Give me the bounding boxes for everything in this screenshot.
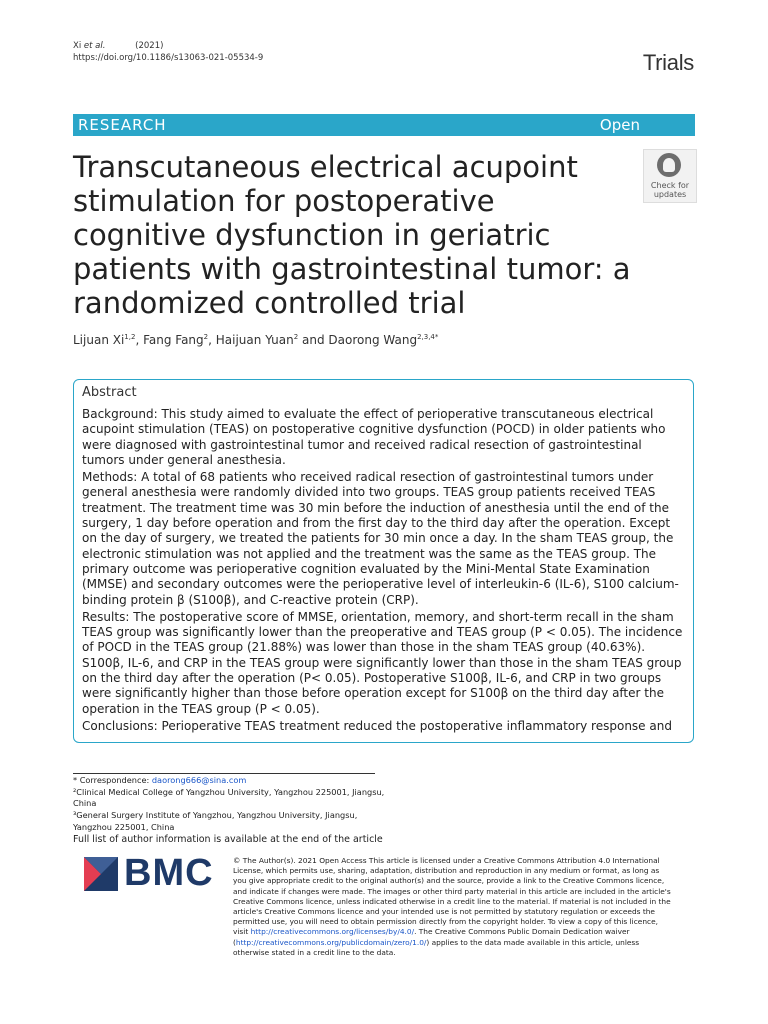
bmc-logo-icon (84, 857, 118, 891)
cc0-waiver-link[interactable]: http://creativecommons.org/publicdomain/zero/1.0/ (235, 937, 427, 947)
abstract-methods: Methods: A total of 68 patients who received radical resection of gastrointestinal tumors under general anesthesia were randomly divided into two groups. TEAS group patients received TEAS treatment. The treatment time was 30 min before the induction of anesthesia until the end of the surgery, 1 day before operation and from the first day to the third day after the operation. Except on the day of surgery, we treated the patients for 30 min once a day. In the sham TEAS group, the electronic stimulation was not applied and the treatment was the same as the TEAS group. The primary outcome was perioperative cognition evaluated by the Mini-Mental State Examination (MMSE) and secondary outcomes were the perioperative level of interleukin-6 (IL-6), S100 calcium-binding protein β (S100β), and C-reactive protein (CRP). (82, 470, 679, 607)
article-meta (73, 40, 263, 64)
check-updates-line1: Check for (650, 181, 690, 190)
footnotes (73, 775, 393, 845)
abstract-results: Results: The postoperative score of MMSE, orientation, memory, and short-term recall in the sham TEAS group was significantly lower than the preoperative and TEAS group (P < 0.05). The incidence of POCD in the TEAS group (21.88%) was lower than those in the sham TEAS group (40.63%). S100β, IL-6, and CRP in the TEAS group were significantly lower than those in the sham TEAS group on the third day after the operation (P< 0.05). Postoperative S100β, IL-6, and CRP in two groups were significantly higher than those before operation except for S100β on the third day after the operation in the TEAS group (P < 0.05). (82, 609, 683, 716)
full-author-info-note: Full list of author information is available at the end of the article (73, 833, 383, 845)
author-name: Haijuan Yuan (215, 333, 294, 347)
abstract-conclusions: Conclusions: Perioperative TEAS treatment reduced the postoperative inflammatory response and (82, 718, 672, 733)
author-affiliation: 2,3,4* (417, 333, 439, 341)
et-al: et al. (83, 41, 106, 51)
bmc-logo (84, 852, 216, 894)
check-for-updates-badge[interactable] (643, 149, 697, 203)
article-type: RESEARCH (78, 116, 167, 134)
correspondence: * Correspondence: daorong666@sina.com (73, 775, 247, 785)
affiliation-2: ²Clinical Medical College of Yangzhou University, Yangzhou 225001, Jiangsu, China (73, 786, 385, 809)
year: (2021) (135, 41, 164, 51)
article-type-banner (73, 114, 695, 136)
author-name: Daorong Wang (328, 333, 418, 347)
author-short: Xi (73, 41, 82, 51)
abstract-background: Background: This study aimed to evaluate the effect of perioperative transcutaneous electrical acupoint stimulation (TEAS) on postoperative cognitive dysfunction (POCD) in older patients who were diagnosed with gastrointestinal tumor and received radical resection of gastrointestinal tumors under general anesthesia. (82, 407, 666, 467)
license-statement: © The Author(s). 2021 Open Access This article is licensed under a Creative Commons Attribution 4.0 International License, which permits use, sharing, adaptation, distribution and reproduction in any medium or format, as long as you give appropriate credit to the original author(s) and the source, provide a link to the Creative Commons licence, and indicate if changes were made. The images or other third party material in this article are included in the article's Creative Commons licence, unless indicated otherwise in a credit line to the material. If material is not included in the article's Creative Commons licence and your intended use is not permitted by statutory regulation or exceeds the permitted use, you will need to obtain permission directly from the copyright holder. To view a copy of this licence, visit http://creativecommons.org/licenses/by/4.0/. The Creative Commons Public Domain Dedication waiver (http://creativecommons.org/publicdomain/zero/1.0/) applies to the data made available in this article, unless otherwise stated in a credit line to the data. (233, 856, 671, 957)
cc-by-license-link[interactable]: http://creativecommons.org/licenses/by/4.0/ (250, 927, 415, 937)
journal-name: Trials (642, 50, 694, 75)
author-name: Fang Fang (143, 333, 204, 347)
author-list: Lijuan Xi$^{1,2}$, Fang Fang$^2$, Haijuan Yuan$^2$ and Daorong Wang$^{2,3,4*}$ (73, 333, 439, 347)
check-updates-line2: updates (653, 190, 687, 199)
author-name: Lijuan Xi (73, 333, 125, 347)
footnote-divider (73, 773, 375, 774)
abstract-body (82, 407, 686, 736)
correspondence-email[interactable]: daorong666@sina.com (151, 775, 247, 785)
affiliation-3: ³General Surgery Institute of Yangzhou, Yangzhou University, Jiangsu, Yangzhou 225001, China (73, 810, 358, 832)
doi-link[interactable]: https://doi.org/10.1186/s13063-021-05534-9 (73, 53, 264, 63)
author-affiliation: 1,2 (124, 333, 136, 341)
citation-line (73, 40, 263, 52)
abstract-heading: Abstract (82, 385, 137, 400)
article-title: Transcutaneous electrical acupoint stimulation for postoperative cognitive dysfunction in geriatric patients with gastrointestinal tumor: a randomized controlled trial (73, 150, 631, 320)
open-access-label: Open (599, 116, 640, 134)
bookmark-icon (657, 153, 681, 177)
author-affiliation: 2 (203, 333, 209, 341)
abstract-box (73, 379, 694, 743)
author-affiliation: 2 (293, 333, 299, 341)
bmc-logo-text: BMC (124, 852, 214, 894)
